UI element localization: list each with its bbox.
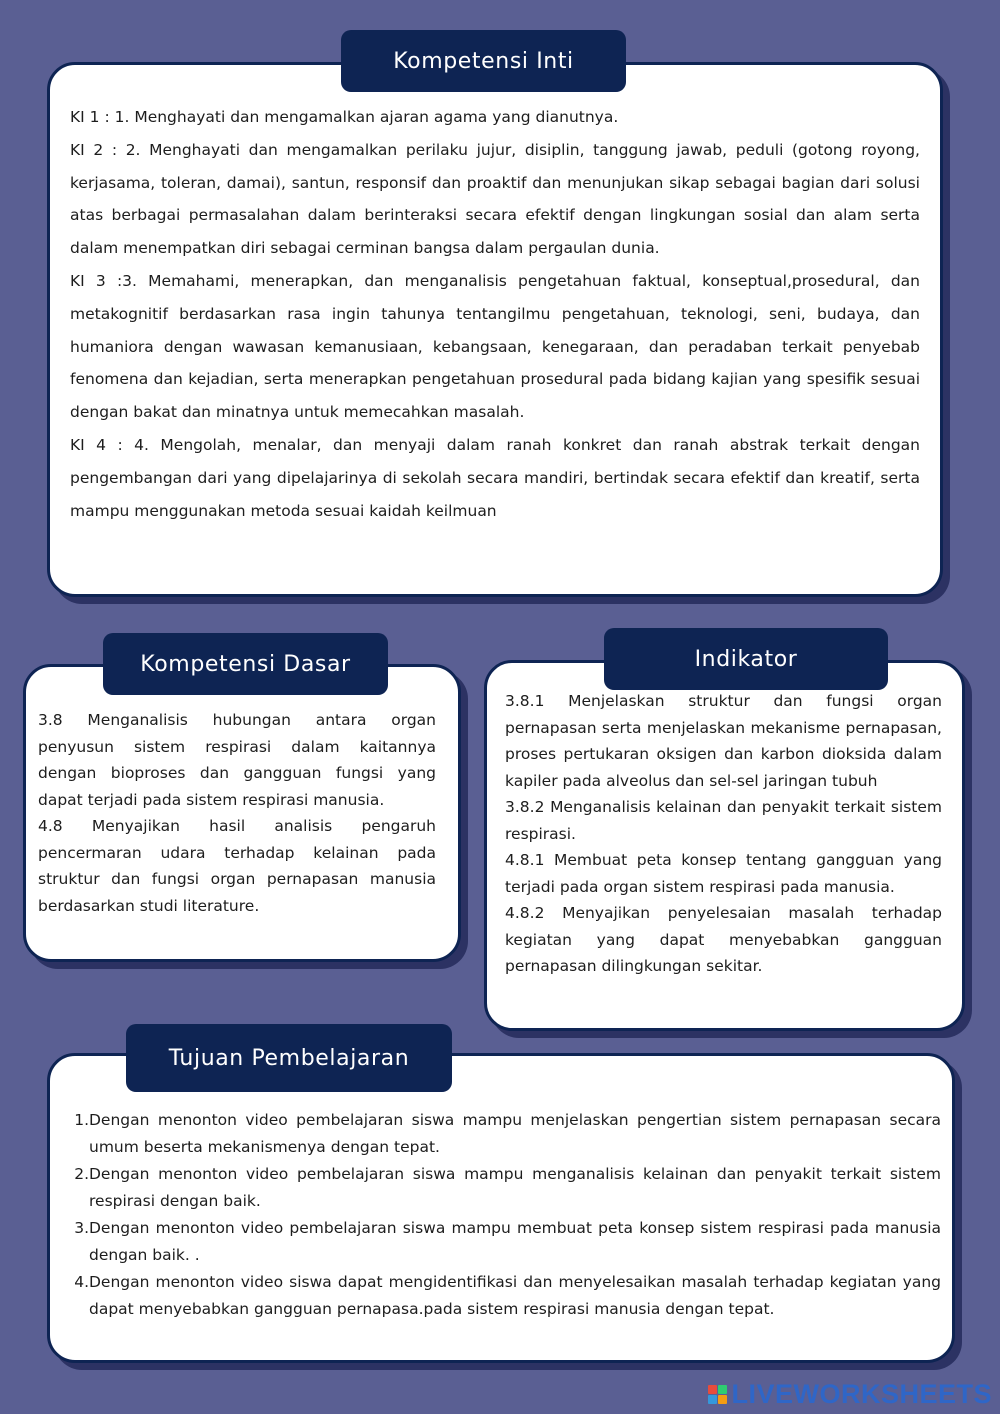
list-item: [72, 1161, 941, 1215]
watermark-text: LIVEWORKSHEETS: [731, 1379, 992, 1409]
indikator-content: [505, 688, 942, 980]
logo-square-i: [718, 1385, 727, 1394]
kompetensi-inti-heading: [341, 30, 626, 92]
logo-square-e: [718, 1395, 727, 1404]
liveworksheets-watermark: [708, 1379, 992, 1410]
kd-4-8-text: 4.8 Menyajikan hasil analisis pengaruh pencermaran udara terhadap kelainan pada struktur dan fungsi organ pernapasan manusia berdasarkan studi literature.: [38, 817, 436, 915]
list-item-number: 4.: [74, 1273, 89, 1291]
kompetensi-dasar-content: [38, 707, 436, 919]
list-item-text: Dengan menonton video pembelajaran siswa mampu menganalisis kelainan dan penyakit terkait sistem respirasi dengan baik.: [89, 1165, 941, 1210]
kompetensi-inti-content: [70, 101, 920, 527]
ki-3-text: KI 3 :3. Memahami, menerapkan, dan menganalisis pengetahuan faktual, konseptual,prosedural, dan metakognitif berdasarkan rasa ingin tahunya tentangilmu pengetahuan, teknologi, seni, budaya, dan humaniora dengan wawasan kemanusiaan, kebangsaan, kenegaraan, dan peradaban terkait penyebab fenomena dan kejadian, serta menerapkan pengetahuan prosedural pada bidang kajian yang spesifik sesuai dengan bakat dan minatnya untuk memecahkan masalah.: [70, 271, 920, 422]
ki-1-text: KI 1 : 1. Menghayati dan mengamalkan ajaran agama yang dianutnya.: [70, 108, 619, 126]
indikator-4-8-1-text: 4.8.1 Membuat peta konsep tentang gangguan yang terjadi pada organ sistem respirasi pada manusia.: [505, 851, 942, 896]
list-item-text: Dengan menonton video siswa dapat mengidentifikasi dan menyelesaikan masalah terhadap kegiatan yang dapat menyebabkan gangguan pernapasa.pada sistem respirasi manusia dengan tepat.: [89, 1273, 941, 1318]
list-item: [72, 1107, 941, 1161]
kompetensi-dasar-heading: [103, 633, 388, 695]
kompetensi-dasar-title: Kompetensi Dasar: [140, 651, 351, 677]
tujuan-list: [72, 1107, 941, 1323]
kd-3-8-text: 3.8 Menganalisis hubungan antara organ penyusun sistem respirasi dalam kaitannya dengan bioproses dan gangguan fungsi yang dapat terjadi pada sistem respirasi manusia.: [38, 711, 436, 809]
list-item: [72, 1269, 941, 1323]
indikator-card: [484, 660, 965, 1031]
tujuan-pembelajaran-content: [72, 1107, 941, 1323]
indikator-4-8-2-text: 4.8.2 Menyajikan penyelesaian masalah terhadap kegiatan yang dapat menyebabkan gangguan pernapasan dilingkungan sekitar.: [505, 904, 942, 975]
list-item-text: Dengan menonton video pembelajaran siswa mampu membuat peta konsep sistem respirasi pada manusia dengan baik. .: [89, 1219, 941, 1264]
ki-2-text: KI 2 : 2. Menghayati dan mengamalkan perilaku jujur, disiplin, tanggung jawab, peduli (gotong royong, kerjasama, toleran, damai), santun, responsif dan proaktif dan menunjukan sikap sebagai bagian dari solusi atas berbagai permasalahan dalam berinteraksi secara efektif dengan lingkungan sosial dan alam serta dalam menempatkan diri sebagai cerminan bangsa dalam pergaulan dunia.: [70, 140, 920, 258]
kompetensi-dasar-card: [23, 664, 461, 962]
ki-4-text: KI 4 : 4. Mengolah, menalar, dan menyaji dalam ranah konkret dan ranah abstrak terkait dengan pengembangan dari yang dipelajarinya di sekolah secara mandiri, bertindak secara efektif dan kreatif, serta mampu menggunakan metoda sesuai kaidah keilmuan: [70, 435, 920, 520]
indikator-title: Indikator: [694, 646, 798, 672]
indikator-heading: [604, 628, 888, 690]
list-item-number: 2.: [74, 1165, 89, 1183]
indikator-3-8-2-text: 3.8.2 Menganalisis kelainan dan penyakit terkait sistem respirasi.: [505, 798, 942, 843]
list-item-number: 3.: [74, 1219, 89, 1237]
logo-square-l: [708, 1385, 717, 1394]
kompetensi-inti-title: Kompetensi Inti: [393, 48, 574, 74]
tujuan-pembelajaran-card: [47, 1053, 955, 1363]
list-item-number: 1.: [74, 1111, 89, 1129]
liveworksheets-logo-icon: [708, 1385, 727, 1404]
logo-square-v: [708, 1395, 717, 1404]
kompetensi-inti-card: [47, 62, 943, 597]
indikator-3-8-1-text: 3.8.1 Menjelaskan struktur dan fungsi organ pernapasan serta menjelaskan mekanisme pernapasan, proses pertukaran oksigen dan karbon dioksida dalam kapiler pada alveolus dan sel-sel jaringan tubuh: [505, 692, 942, 790]
tujuan-pembelajaran-heading: [126, 1024, 452, 1092]
tujuan-pembelajaran-title: Tujuan Pembelajaran: [168, 1045, 410, 1071]
list-item: [72, 1215, 941, 1269]
list-item-text: Dengan menonton video pembelajaran siswa mampu menjelaskan pengertian sistem pernapasan secara umum beserta mekanismenya dengan tepat.: [89, 1111, 941, 1156]
